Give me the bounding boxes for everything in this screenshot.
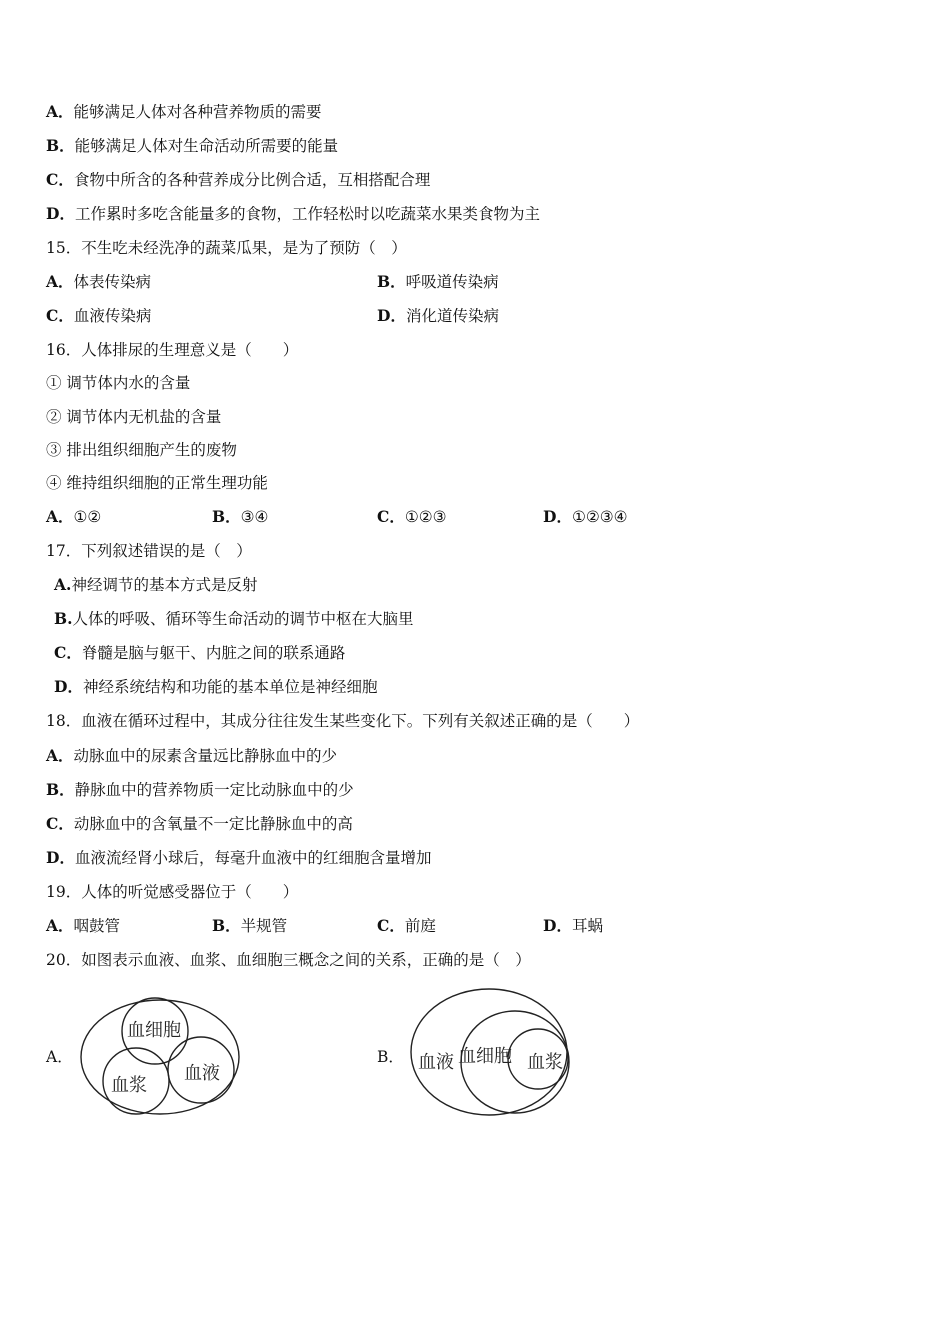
q16-item-3: ③ 排出组织细胞产生的废物	[46, 441, 237, 459]
option-text: 血液流经肾小球后，每毫升血液中的红细胞含量增加	[74, 849, 432, 867]
q15-option-b	[377, 268, 499, 296]
option-text: 工作累时多吃含能量多的食物，工作轻松时以吃蔬菜水果类食物为主	[74, 205, 540, 223]
option-text: ①②③	[404, 508, 447, 526]
q18-option-c	[46, 810, 353, 838]
option-label: B．	[212, 916, 241, 935]
q15-option-c	[46, 302, 151, 330]
option-text: 能够满足人体对各种营养物质的需要	[73, 103, 322, 121]
q17-option-a	[54, 571, 257, 599]
option-label: D．	[543, 916, 572, 935]
option-label: B.	[54, 609, 73, 628]
q14-option-d	[46, 200, 540, 228]
option-text: 动脉血中的尿素含量远比静脉血中的少	[73, 747, 338, 765]
option-label: D．	[54, 677, 83, 696]
outer-ellipse	[81, 1000, 239, 1114]
option-text: 半规管	[240, 917, 288, 935]
option-label: C．	[377, 916, 405, 935]
label-middle: 血细胞	[458, 1046, 512, 1067]
q19-option-b	[212, 912, 287, 940]
q16-stem: 16．人体排尿的生理意义是（ ）	[46, 341, 299, 359]
option-label: D．	[377, 306, 406, 325]
q16-item-4: ④ 维持组织细胞的正常生理功能	[46, 474, 268, 492]
q15-stem: 15．不生吃未经洗净的蔬菜瓜果，是为了预防（ ）	[46, 239, 407, 257]
q18-option-d	[46, 844, 431, 872]
q20-option-b-label: B．	[377, 1048, 404, 1066]
q16-item-2: ② 调节体内无机盐的含量	[46, 408, 222, 426]
option-label: A．	[46, 272, 74, 291]
option-label: D．	[46, 848, 75, 867]
option-text: 咽鼓管	[73, 917, 121, 935]
option-label: D．	[543, 507, 572, 526]
option-text: 神经系统结构和功能的基本单位是神经细胞	[82, 678, 378, 696]
q17-option-b	[54, 605, 414, 633]
q15-option-a	[46, 268, 151, 296]
option-text: 消化道传染病	[405, 307, 499, 325]
option-text: 动脉血中的含氧量不一定比静脉血中的高	[73, 815, 353, 833]
q14-option-b	[46, 132, 338, 160]
option-label: C．	[377, 507, 405, 526]
option-text: 体表传染病	[73, 273, 152, 291]
option-text: 脊髓是脑与躯干、内脏之间的联系通路	[81, 644, 346, 662]
q14-option-a	[46, 98, 322, 126]
option-text: 血液传染病	[73, 307, 152, 325]
option-label: A．	[46, 916, 74, 935]
option-text: ①②③④	[571, 508, 628, 526]
label-inner: 血浆	[527, 1052, 563, 1073]
label-outer: 血液	[418, 1052, 454, 1073]
q19-stem: 19．人体的听觉感受器位于（ ）	[46, 883, 299, 901]
q18-option-b	[46, 776, 354, 804]
option-label: C．	[54, 643, 82, 662]
label-right: 血液	[184, 1063, 220, 1084]
option-label: B．	[212, 507, 241, 526]
q20-option-a-label: A．	[46, 1048, 73, 1066]
q17-option-c	[54, 639, 345, 667]
q16-option-d	[543, 503, 628, 531]
option-label: B．	[46, 136, 75, 155]
option-label: C．	[46, 814, 74, 833]
option-text: 能够满足人体对生命活动所需要的能量	[74, 137, 339, 155]
q14-option-c	[46, 166, 430, 194]
option-label: A.	[54, 575, 72, 594]
option-label: C．	[46, 170, 74, 189]
q19-option-a	[46, 912, 120, 940]
option-text: ③④	[240, 508, 269, 526]
option-text: 食物中所含的各种营养成分比例合适，互相搭配合理	[73, 171, 431, 189]
option-text: 前庭	[404, 917, 436, 935]
option-label: A．	[46, 507, 74, 526]
option-text: 静脉血中的营养物质一定比动脉血中的少	[74, 781, 354, 799]
option-text: 呼吸道传染病	[405, 273, 499, 291]
label-left: 血浆	[111, 1075, 147, 1096]
q16-option-b	[212, 503, 268, 531]
option-text: 人体的呼吸、循环等生命活动的调节中枢在大脑里	[72, 610, 414, 628]
q16-option-a	[46, 503, 101, 531]
option-label: C．	[46, 306, 74, 325]
q19-option-c	[377, 912, 436, 940]
q20-diagram-a	[78, 995, 244, 1121]
option-label: A．	[46, 102, 74, 121]
q20-stem: 20．如图表示血液、血浆、血细胞三概念之间的关系，正确的是（ ）	[46, 951, 531, 969]
option-label: B．	[46, 780, 75, 799]
option-text: 耳蜗	[571, 917, 603, 935]
q20-diagram-b	[410, 986, 576, 1122]
option-label: A．	[46, 746, 74, 765]
q17-stem: 17．下列叙述错误的是（ ）	[46, 542, 252, 560]
option-label: D．	[46, 204, 75, 223]
q18-stem: 18．血液在循环过程中，其成分往往发生某些变化下。下列有关叙述正确的是（ ）	[46, 712, 640, 730]
label-top: 血细胞	[127, 1020, 181, 1041]
option-text: ①②	[73, 508, 102, 526]
q16-item-1: ① 调节体内水的含量	[46, 374, 191, 392]
q16-option-c	[377, 503, 447, 531]
q18-option-a	[46, 742, 337, 770]
option-label: B．	[377, 272, 406, 291]
q17-option-d	[54, 673, 377, 701]
q15-option-d	[377, 302, 499, 330]
q19-option-d	[543, 912, 603, 940]
option-text: 神经调节的基本方式是反射	[71, 576, 258, 594]
